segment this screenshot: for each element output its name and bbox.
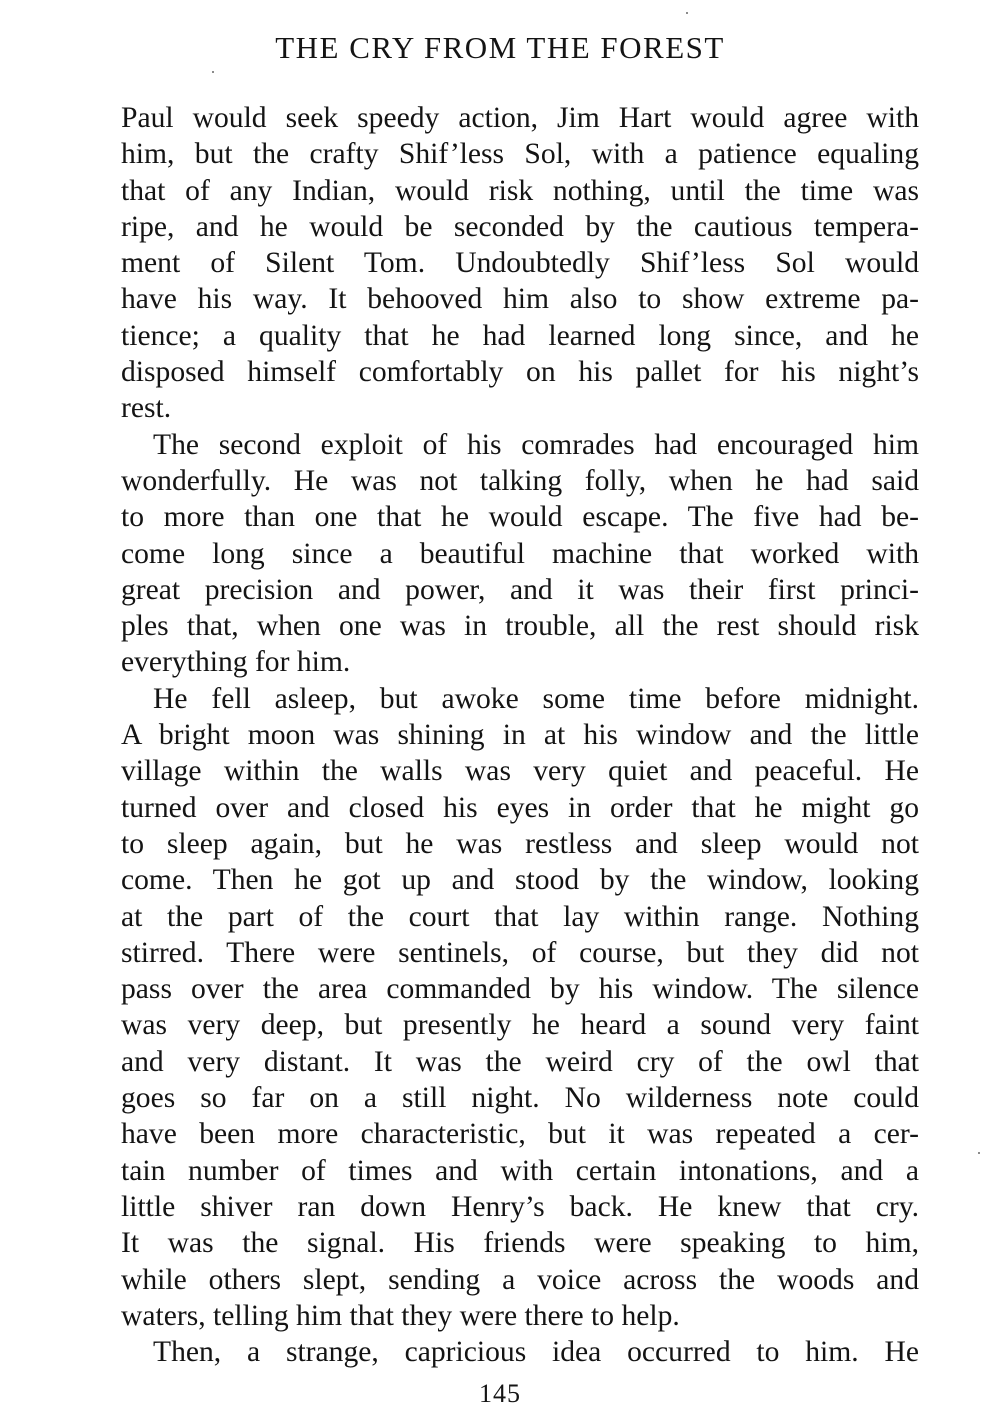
text-line: him, but the crafty Shif’less Sol, with a patience equaling [121,138,919,171]
text-line: that of any Indian, would risk nothing, until the time was [121,174,919,207]
text-line: everything for him. [121,646,351,679]
scan-speck [686,12,688,14]
text-line: goes so far on a still night. No wilderness note could [121,1082,919,1115]
text-line: at the part of the court that lay within range. Nothing [121,900,919,933]
running-head: THE CRY FROM THE FOREST [275,30,725,65]
text-line: come long since a beautiful machine that worked with [121,537,919,570]
text-line: turned over and closed his eyes in order that he might go [121,791,919,824]
text-line: He fell asleep, but awoke some time before midnight. [153,682,919,715]
text-line: while others slept, sending a voice across the woods and [121,1263,919,1296]
text-line: It was the signal. His friends were speaking to him, [121,1227,919,1260]
text-line: to sleep again, but he was restless and sleep would not [121,827,919,860]
text-line: village within the walls was very quiet and peaceful. He [121,755,919,788]
text-line: rest. [121,392,172,425]
body-text [121,100,919,1370]
text-line: great precision and power, and it was their first princi- [121,573,919,606]
text-line: ripe, and he would be seconded by the cautious tempera- [121,210,919,243]
text-line: wonderfully. He was not talking folly, when he had said [121,464,919,497]
text-line: was very deep, but presently he heard a sound very faint [121,1009,919,1042]
text-line: little shiver ran down Henry’s back. He knew that cry. [121,1190,919,1223]
text-line: ment of Silent Tom. Undoubtedly Shif’less Sol would [121,247,919,280]
text-line: come. Then he got up and stood by the window, looking [121,864,919,897]
page-number: 145 [479,1379,521,1408]
text-line: have his way. It behooved him also to show extreme pa- [121,283,919,316]
text-line: and very distant. It was the weird cry of the owl that [121,1045,919,1078]
text-line: pass over the area commanded by his window. The silence [121,973,919,1006]
scan-speck [212,71,214,73]
text-line: tience; a quality that he had learned long since, and he [121,319,919,352]
text-line: waters, telling him that they were there to help. [121,1299,680,1332]
text-line: to more than one that he would escape. The five had be- [121,501,919,534]
text-line: ples that, when one was in trouble, all the rest should risk [121,610,919,643]
text-line: have been more characteristic, but it was repeated a cer- [121,1118,919,1151]
text-line: A bright moon was shining in at his window and the little [121,719,919,752]
text-line: disposed himself comfortably on his pallet for his night’s [121,356,919,389]
text-line: tain number of times and with certain intonations, and a [121,1154,919,1187]
text-line: Paul would seek speedy action, Jim Hart would agree with [121,102,919,134]
text-line: Then, a strange, capricious idea occurred to him. He [153,1336,919,1369]
text-line: The second exploit of his comrades had encouraged him [153,428,919,461]
scan-speck [978,1152,980,1154]
text-line: stirred. There were sentinels, of course, but they did not [121,936,919,969]
